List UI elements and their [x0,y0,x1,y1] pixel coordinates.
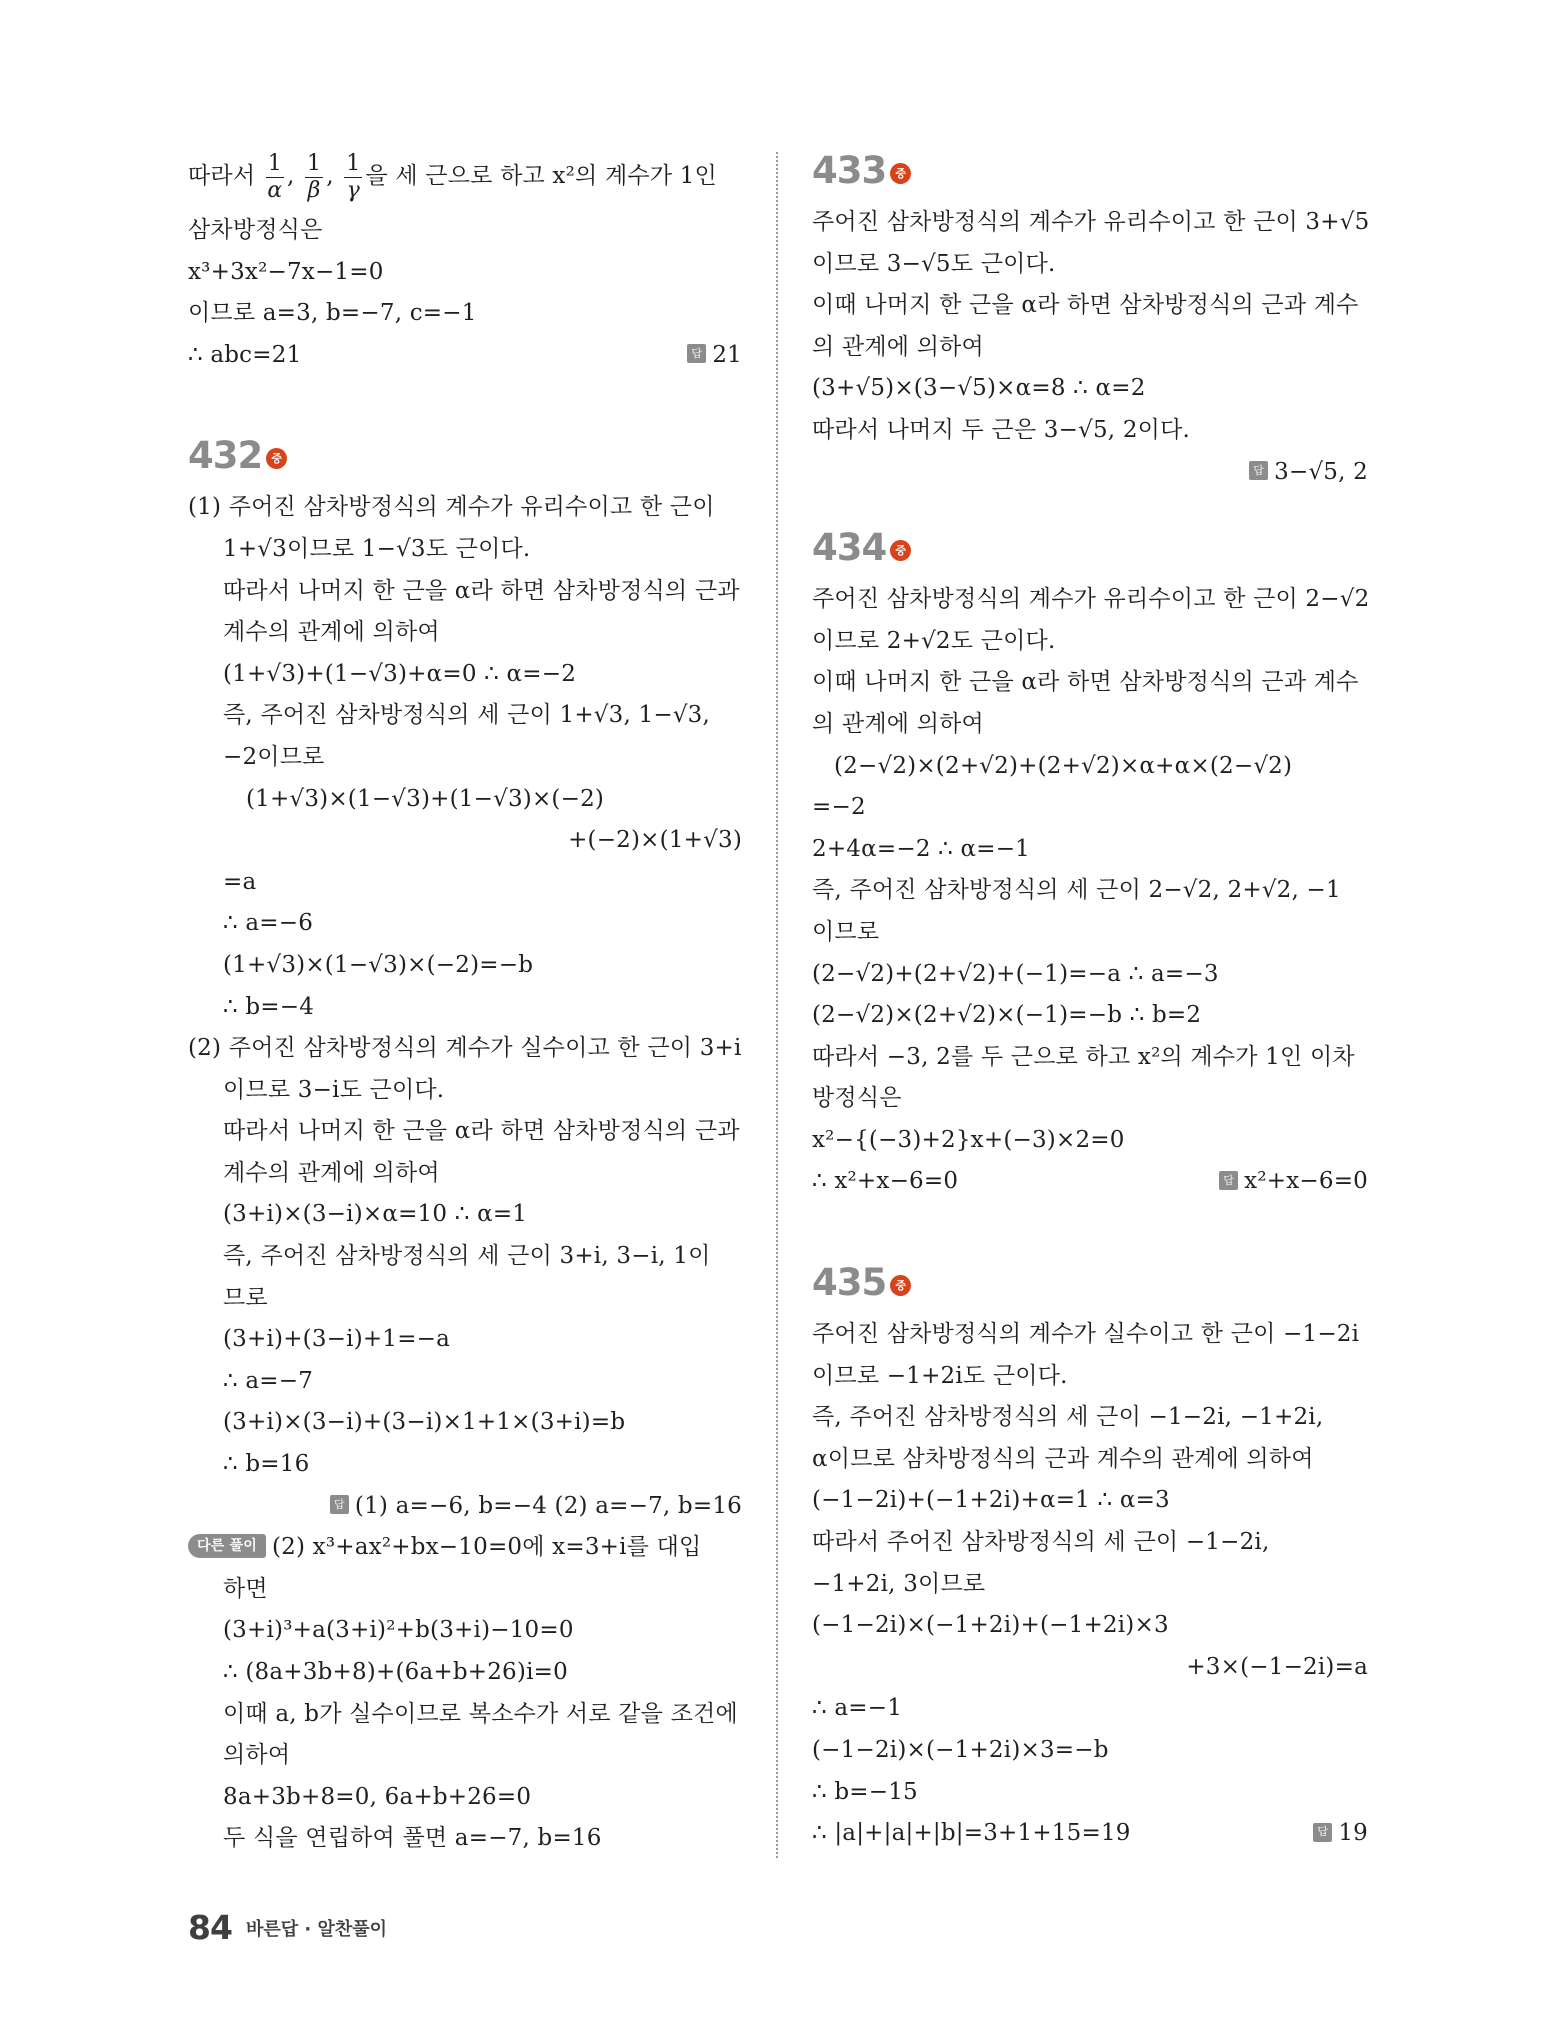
math-line: (3+√5)×(3−√5)×α=8 ∴ α=2 [812,375,1146,402]
problem-header-434 [812,517,1368,577]
answer-badge-icon: 답 [1249,461,1268,480]
problem-header-433 [812,140,1368,200]
text-line: −1+2i, 3이므로 [812,1570,986,1597]
problem-header-435 [812,1252,1368,1312]
right-column [812,140,1368,1855]
text-line: 따라서 −3, 2를 두 근으로 하고 x²의 계수가 1인 이차 [812,1043,1355,1070]
answer-badge-icon: 답 [330,1495,349,1514]
math-line: +3×(−1−2i)=a [1186,1653,1368,1680]
text-line: 1+√3이므로 1−√3도 근이다. [223,535,531,562]
text-line: 계수의 관계에 의하여 [223,619,440,646]
text-line: 주어진 삼차방정식의 계수가 유리수이고 한 근이 2−√2 [812,586,1370,613]
math-line: 8a+3b+8=0, 6a+b+26=0 [223,1783,532,1810]
prelude-intro-line: 따라서 $\frac{1}{\alpha}$ , $\frac{1}{\beta}$ , $\frac{1}{\gamma}$ 을 세 근으로 하고 x²의 계수가 1인 [188,150,717,203]
answer-badge-icon: 답 [1219,1171,1238,1190]
answer-line: 답 (1) a=−6, b=−4 (2) a=−7, b=16 [188,1486,742,1528]
text-line: 방정식은 [812,1085,902,1112]
left-column [188,148,742,1860]
alt-solution-line: 다른 풀이 (2) x³+ax²+bx−10=0에 x=3+i를 대입 [188,1527,742,1569]
math-line: ∴ b=−4 [223,993,315,1020]
math-line: (1+√3)×(1−√3)+(1−√3)×(−2) [246,785,605,812]
math-line: (1+√3)×(1−√3)×(−2)=−b [223,951,534,978]
fraction: $\frac{1}{\alpha}$ [267,150,283,203]
text-line: 삼차방정식은 [188,217,323,243]
math-line: ∴ a=−1 [812,1695,903,1722]
text-line: 이므로 3−i도 근이다. [223,1076,445,1103]
problem-header-432 [188,425,742,485]
text-line: 주어진 삼차방정식의 계수가 유리수이고 한 근이 3+√5 [812,209,1370,235]
math-line: ∴ a=−6 [223,910,314,937]
text-line: 즉, 주어진 삼차방정식의 세 근이 2−√2, 2+√2, −1 [812,877,1341,904]
math-line: (−1−2i)×(−1+2i)×3=−b [812,1737,1109,1763]
math-line: =a [223,868,257,895]
text-line: 이때 나머지 한 근을 α라 하면 삼차방정식의 근과 계수 [812,669,1359,696]
answer-line: 답 x²+x−6=0 [1219,1161,1368,1203]
column-divider [776,152,778,1858]
difficulty-badge-icon: 중 [890,1275,911,1296]
text-line: 즉, 주어진 삼차방정식의 세 근이 −1−2i, −1+2i, [812,1404,1324,1431]
math-line: x³+3x²−7x−1=0 [188,258,384,285]
text-line: 이므로 3−√5도 근이다. [812,250,1056,277]
math-line: (3+i)³+a(3+i)²+b(3+i)−10=0 [223,1617,574,1644]
text-line: 이때 나머지 한 근을 α라 하면 삼차방정식의 근과 계수 [812,292,1359,319]
math-line: (−1−2i)×(−1+2i)+(−1+2i)×3 [812,1612,1169,1639]
math-line: (−1−2i)+(−1+2i)+α=1 ∴ α=3 [812,1487,1170,1514]
text-line: 이때 a, b가 실수이므로 복소수가 서로 같을 조건에 [223,1700,738,1727]
text-line: 므로 [223,1284,268,1311]
text-line: −2이므로 [223,743,325,770]
fraction: $\frac{1}{\gamma}$ [346,150,361,203]
difficulty-badge-icon: 중 [890,163,911,184]
text-line: 따라서 나머지 두 근은 3−√5, 2이다. [812,416,1191,443]
text-line: 두 식을 연립하여 풀면 a=−7, b=16 [223,1825,602,1852]
text-line: 의 관계에 의하여 [812,333,984,360]
text-line: α이므로 삼차방정식의 근과 계수의 관계에 의하여 [812,1445,1314,1472]
text-line: 즉, 주어진 삼차방정식의 세 근이 1+√3, 1−√3, [223,702,711,729]
problem-number: 435 [812,1260,887,1304]
math-line: ∴ b=−15 [812,1778,918,1805]
text-line: 따라서 주어진 삼차방정식의 세 근이 −1−2i, [812,1529,1270,1556]
problem-number: 434 [812,525,887,569]
difficulty-badge-icon: 중 [266,448,287,469]
math-line: (3+i)×(3−i)×α=10 ∴ α=1 [223,1201,528,1228]
fraction: $\frac{1}{\beta}$ [307,150,322,203]
text-line: 즉, 주어진 삼차방정식의 세 근이 3+i, 3−i, 1이 [223,1243,711,1270]
text-line: 계수의 관계에 의하여 [223,1159,440,1186]
page-number: 84 [188,1908,232,1947]
text-line: 따라서 나머지 한 근을 α라 하면 삼차방정식의 근과 [223,577,740,604]
text-line: 주어진 삼차방정식의 계수가 실수이고 한 근이 −1−2i [812,1321,1360,1348]
text-line: 의 관계에 의하여 [812,710,984,737]
text-line: ∴ abc=21 답 21 [188,335,742,377]
answer-badge-icon: 답 [687,344,706,363]
math-line: (2−√2)+(2+√2)+(−1)=−a ∴ a=−3 [812,960,1219,987]
math-line: ∴ x²+x−6=0 답 x²+x−6=0 [812,1161,1368,1203]
alt-solution-badge: 다른 풀이 [188,1534,266,1558]
book-title: 바른답 · 알찬풀이 [245,1918,388,1940]
page-footer [188,1908,387,1947]
text-line: 이므로 −1+2i도 근이다. [812,1362,1068,1389]
math-line: (3+i)+(3−i)+1=−a [223,1326,451,1353]
answer-line: 답 3−√5, 2 [812,452,1368,494]
math-line: ∴ b=16 [223,1451,310,1478]
math-line: ∴ a=−7 [223,1367,314,1394]
text-line: 하면 [223,1575,268,1602]
math-line: +(−2)×(1+√3) [568,827,742,854]
math-line: (2−√2)×(2+√2)×(−1)=−b ∴ b=2 [812,1002,1202,1029]
problem-number: 432 [188,433,263,477]
text-line: 이므로 a=3, b=−7, c=−1 [188,300,477,327]
problem-number: 433 [812,148,887,192]
text-line: (1) 주어진 삼차방정식의 계수가 유리수이고 한 근이 [188,494,715,521]
answer-badge-icon: 답 [1313,1823,1332,1842]
text-line: (2) 주어진 삼차방정식의 계수가 실수이고 한 근이 3+i [188,1035,742,1062]
text-line: 의하여 [223,1742,291,1769]
math-line: (3+i)×(3−i)+(3−i)×1+1×(3+i)=b [223,1409,626,1436]
math-line: (2−√2)×(2+√2)+(2+√2)×α+α×(2−√2) [834,752,1293,779]
text-line: 이므로 [812,918,880,945]
text-line: 따라서 나머지 한 근을 α라 하면 삼차방정식의 근과 [223,1118,740,1145]
math-line: 2+4α=−2 ∴ α=−1 [812,835,1031,862]
math-line: x²−{(−3)+2}x+(−3)×2=0 [812,1126,1125,1153]
math-line: ∴ (8a+3b+8)+(6a+b+26)i=0 [223,1659,568,1685]
answer-line: 답 21 [687,335,742,377]
difficulty-badge-icon: 중 [890,540,911,561]
math-line: ∴ |a|+|a|+|b|=3+1+15=19 답 19 [812,1813,1368,1855]
answer-line: 답 19 [1313,1813,1368,1855]
math-line: =−2 [812,794,866,821]
math-line: (1+√3)+(1−√3)+α=0 ∴ α=−2 [223,660,577,687]
text-line: 이므로 2+√2도 근이다. [812,627,1056,654]
